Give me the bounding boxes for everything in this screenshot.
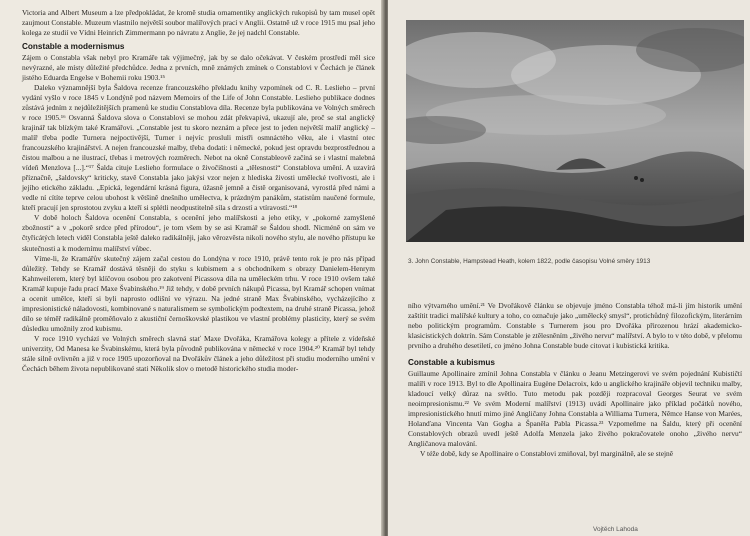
page-footer-author: Vojtěch Lahoda [593,526,638,533]
paragraph: Víme-li, že Kramářův skutečný zájem začal cestou do Londýna v roce 1910, právě tento rok je pro nás případ důležitý. Tehdy se Kramář dostává těsněji do styku s kubismem a s obchodníkem s obrazy Danielem-Henrym Kahnweilerem, který byl klíčovou osobou pro zakotvení Picassova díla na uměleckém trhu. V roce 1910 ovšem také Kramář kupuje řadu prací Maxe Švabinského.¹⁹ Již tehdy, v době prvních nákupů Picassa, byl Kramář schopen vnímat a ocenit umělce, kteří si byli naprosto odlišní ve výrazu. Na jedné straně Max Švabinského, vycházejícího z impresionistické náladovosti, kombinované s naturalismem se symbolickým podtextem, na druhé straně Picassa, jehož dílo se téměř radikálně proměňovalo z akustiční černoškovské plastikou ve vlastní problémy plasticity, který se svém důsledku umožnily zrod kubismu. [22,253,375,333]
paragraph: Daleko významnější byla Šaldova recenze francouzského překladu knihy vzpomínek od C. R. Leslieho – první vydání vyšlo v roce 1845 v Londýně pod názvem Memoirs of the Life of John Constable. Leslieho publikace dodnes zůstává jedním z nejdůležitějších pramenů ke studiu Constablova díla. Recenze byla publikována ve Volných směrech v roce 1905.¹⁶ Osvanná Šaldova slova o Constablovi se mohou zdát překvapivá, ukazují ale, proč se stal anglický krajinář tak blízkým také Kramářovi. „Constable jest tu skoro neznám a přece jest to jeden největší malíř anglický – malíř třeba podle Turnera nejpoctivější, Turner i nejvíc prosluli mistři osmnáctého věku, ale i vlastní otec francouzského krajinářství. A nejen francouzské malby, třeba dodati: i německé, pokud jest opravdu bezprostřednou a čistou malbou a ne ilustrací, třebas i metrových rozměrech. Nebot na okně Constableově začíná se i vlastní malebná vídeň Menzlova [...].“¹⁷ Šalda cituje Leslieho formulace o živočišnosti a „tělesnosti“ Constablova umění. A uzavírá příznačně, „šaldovsky“ kriticky, stavě Constabla jako jakýsi vzor nejen z hlediska živosti umělecké tvořivosti, ale i jejího etického základu. „Epická, legendární krásná figura, úžasně jemně a čistě organisovaná, vyrostlá před námi a vedle ní cítíte teprve celou ubohost k většině dnešního umělectva, k prázdným panákům, statistům naučené formule, kteří pracují jen sprostotou zvyku a kteří si splétli neodpustitelně síla s drzostí a vtíravostí.“¹⁸ [22,82,375,213]
paragraph: ního výtvarného umění.²¹ Ve Dvořákově článku se objevuje jméno Constabla téhož má-li jím historik umění zaštítit tradici malířské kultury a toho, co označuje jako „umělecký smysl“, protichůdný filozofickým, literárním nebo politickým programům. Constable s Turnerem jsou pro Dvořáka přirozenou hrází akademicko-klasicistických doktrín. Sám Constable je ztělesněním „živého nervu“ malířství. A bylo to v této době, v přelomu prvního a druhého desetiletí, co jméno Johna Constable bude citovat i kubistická kritika. [408,301,742,351]
paragraph: V době holoch Šaldova ocenění Constabla, s ocenění jeho malířskosti a jeho etiky, v „pokorné zamyšlené zbožnosti“ a v „pokorě srdce před přírodou“, je tom všem by se asi Kramář se Šaldou shodl. Nicméně on sám ve čtyřicátých letech viděl Constabla ještě daleko radikálněji, jako věrozvěsta nikoli nového stylu, ale nového přístupu ke skutečnosti a k modernímu malířství vůbec. [22,213,375,253]
figure-caption: 3. John Constable, Hampstead Heath, kolem 1822, podle časopisu Volné směry 1913 [408,258,651,265]
right-page [388,0,750,536]
right-text-column [408,301,742,459]
paragraph: Zájem o Constabla však nebyl pro Kramáře tak výjimečný, jak by se dalo očekávat. V českém prostředí měl sice nevýrazné, ale místy důležité předchůdce. Jedna z prvních, mně známých zmínek o Constablovi v Čechách je článek jistého Eduarda Engelse v Bohemii roku 1903.¹⁵ [22,52,375,82]
paragraph-intro: Victoria and Albert Museum a lze předpokládat, že kromě studia ornamentiky anglických rukopisů by tam musel opět zaujmout Constable. Muzeum vlastnilo největší soubor malířových prací v Anglii. Ostatně už v roce 1915 mu psal jeho kolega ze studií ve Vídni Heinrich Zimmermann po návratu z Anglie, že jej nadchl Constable. [22,8,375,38]
painting-picture [406,20,744,242]
left-text-column [22,8,375,374]
landscape-painting-image [406,20,744,242]
paragraph: Guillaume Apollinaire zmínil Johna Constabla v článku o Jeanu Metzingerovi ve svém pojednání Kubističtí malíři v roce 1913. Byl to dle Apollinaira Eugène Delacroix, kdo u anglického krajináře objevil techniku malby, kladoucí velký důraz na světlo. Tuto metodu pak později rozpracoval Georges Seurat ve svém neoimpresionismu.²² Ve svém Moderní malířství (1913) uvádí Apollinaire jako příklad počátků nového, impresionistického hnutí mimo jiné Angličany Johna Constabla a Williama Turnera, Němce Hanse von Marées, Holanďana Vincenta Van Gogha a Španěla Pabla Picassa.²³ Vzpomeňme na Šaldu, který při ocenění Constablových obrazů uvedl ještě Adolfa Menzela jako živého pokračovatele onoho „živého nervu“ Angličanova malování. [408,368,742,449]
section-heading-cubism: Constable a kubismus [408,358,495,368]
paragraph: V téže době, kdy se Apollinaire o Constablovi zmiňoval, byl marginálně, ale se stejně [420,449,674,459]
paragraph: V roce 1910 vychází ve Volných směrech slavná stať Maxe Dvořáka, Kramářova kolegy a přítele z vídeňské univerzity, Od Manesa ke Švabinskému, která byla původně publikována v německé v roce 1904.²⁰ Kramář byl tehdy stále silně ovlivněn a již v roce 1905 upozorňoval na Dvořákův článek a jeho důležitost při studiu moderního umění v Čechách během života nepublikované stati Několik slov o metodě historického studia moder- [22,333,375,374]
section-heading-modernism: Constable a modernismus [22,42,125,52]
